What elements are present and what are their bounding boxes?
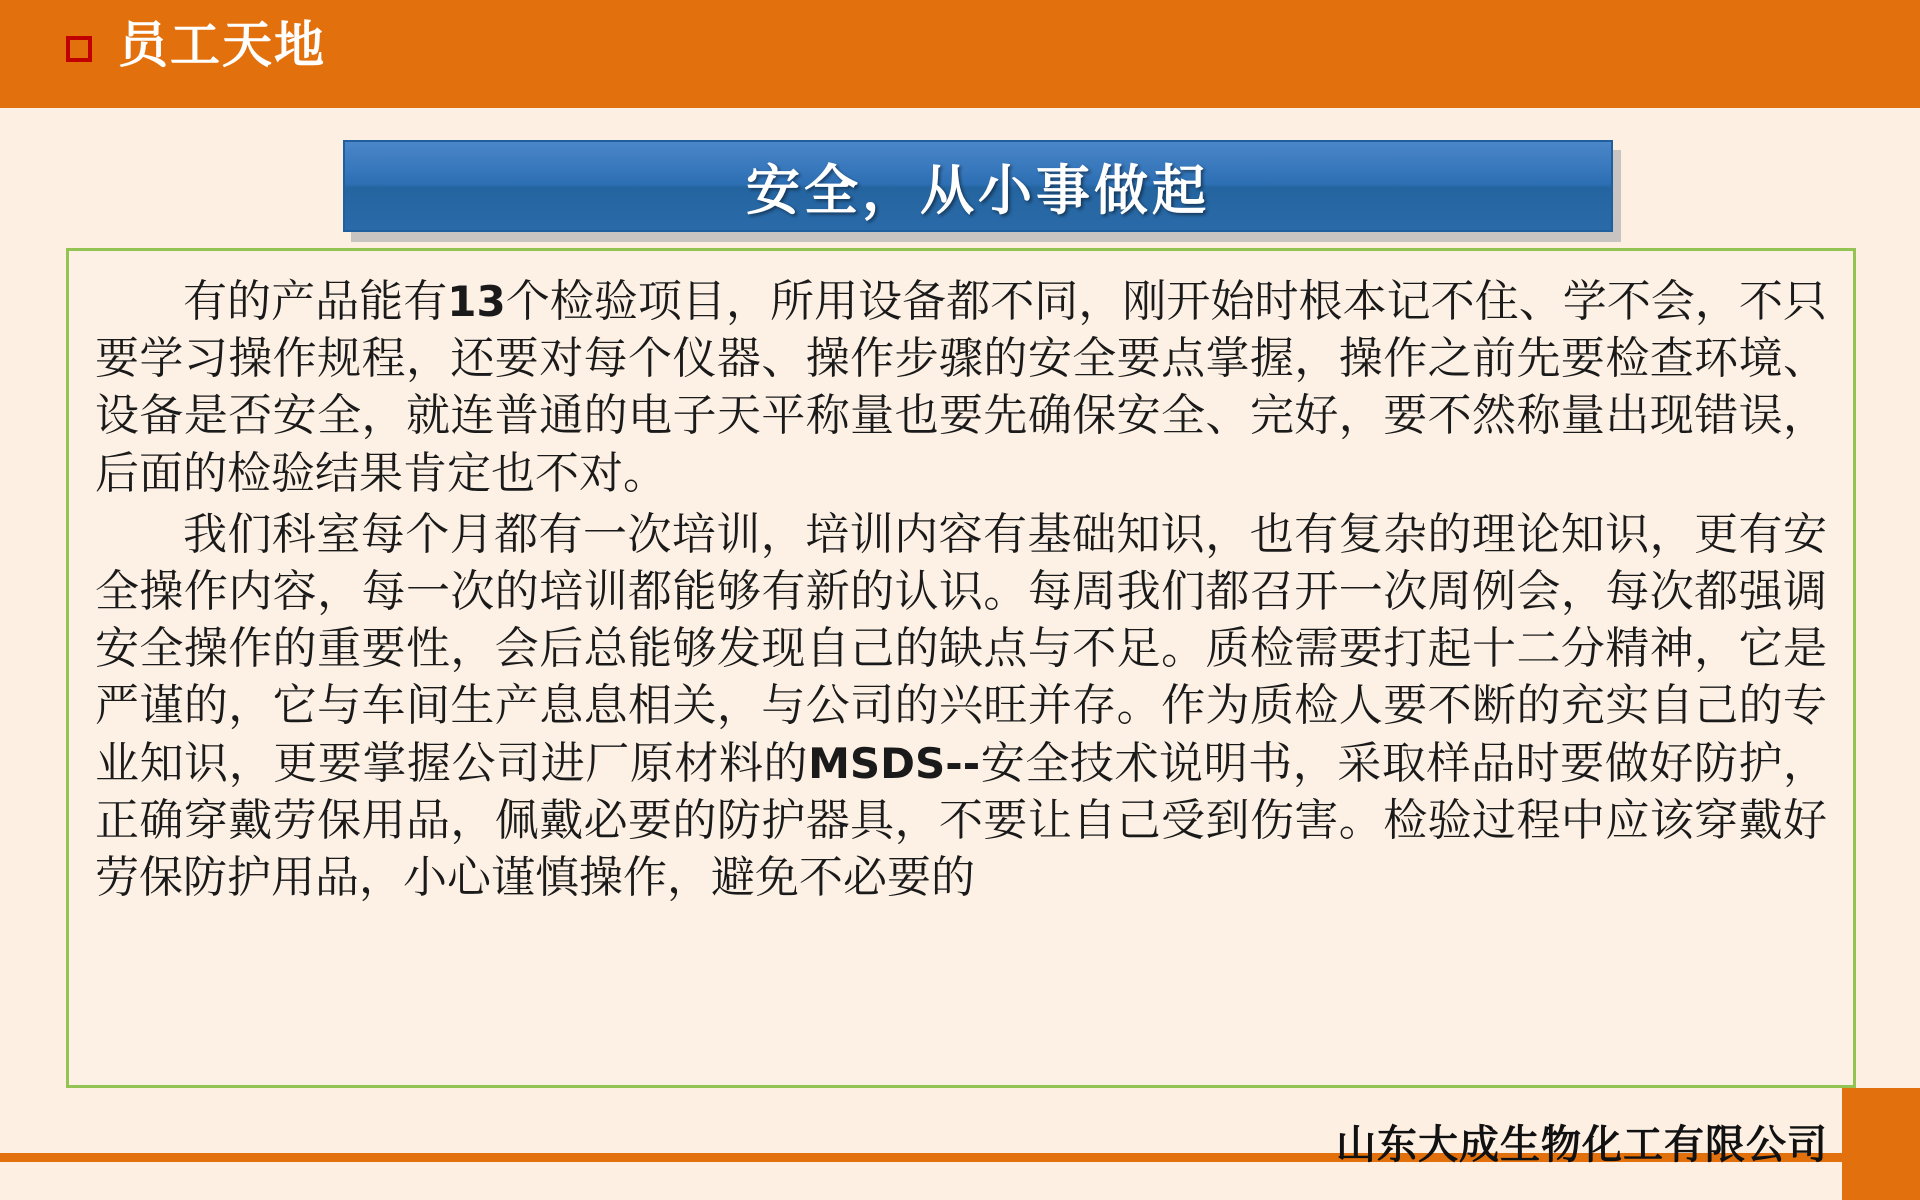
footer-band: [0, 1088, 1920, 1200]
section-title: 员工天地: [118, 16, 326, 74]
header-band: [0, 0, 1920, 108]
paragraph-1-number: 13: [447, 277, 506, 326]
page-title: 安全，从小事做起: [746, 158, 1210, 222]
body-text-box: [66, 248, 1856, 1088]
body-text-inner: [69, 251, 1853, 906]
title-plate: [343, 140, 1613, 232]
square-outline-icon: [66, 36, 92, 62]
paragraph-1: [95, 273, 1827, 502]
paragraph-2: [95, 506, 1827, 906]
company-name: 山东大成生物化工有限公司: [1336, 1122, 1828, 1168]
paragraph-2-part-a: 我们科室每个月都有一次培训，培训内容有基础知识，也有复杂的理论知识，更有安全操作内容，每一次的培训都能够有新的认识。每周我们都召开一次周例会，每次都强调安全操作的重要性，会后总能够发现自己的缺点与不足。质检需要打起十二分精神，它是严谨的，它与车间生产息息相关，与公司的兴旺并存。作为质检人要不断的充实自己的专业知识，更要掌握公司进厂原材料的: [95, 508, 1827, 789]
slide-title-plate: [343, 140, 1613, 232]
footer-corner-block: [1842, 1088, 1920, 1200]
paragraph-2-abbreviation: MSDS--: [808, 738, 981, 788]
paragraph-1-part-b: 个检验项目，所用设备都不同，刚开始时根本记不住、学不会，不只要学习操作规程，还要对每个仪器、操作步骤的安全要点掌握，操作之前先要检查环境、设备是否安全，就连普通的电子天平称量也要先确保安全、完好，要不然称量出现错误，后面的检验结果肯定也不对。: [95, 276, 1828, 499]
header-content: [66, 16, 326, 74]
paragraph-2-part-b: 安全技术说明书，采取样品时要做好防护，正确穿戴劳保用品，佩戴必要的防护器具，不要让自己受到伤害。检验过程中应该穿戴好劳保防护用品，小心谨慎操作，避免不必要的: [95, 737, 1828, 903]
paragraph-1-part-a: 有的产品能有: [183, 276, 448, 327]
